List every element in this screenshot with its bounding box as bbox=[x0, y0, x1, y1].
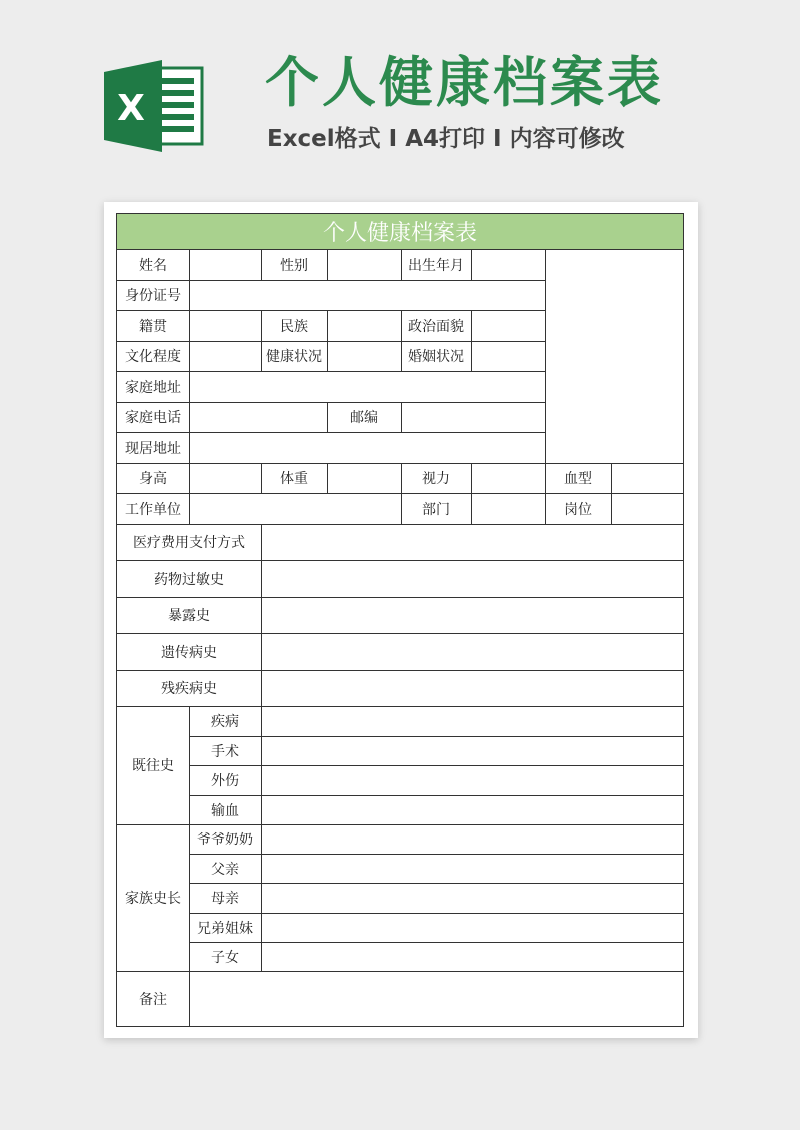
id-number-field[interactable] bbox=[189, 280, 545, 310]
native-place-field[interactable] bbox=[189, 310, 261, 341]
label-mother: 母亲 bbox=[211, 891, 239, 907]
label-name: 姓名 bbox=[139, 258, 167, 274]
label-past-surgery: 手术 bbox=[211, 743, 239, 760]
label-weight: 体重 bbox=[280, 471, 308, 487]
health-record-table bbox=[116, 213, 684, 1027]
label-postcode: 邮编 bbox=[350, 410, 378, 426]
allergy-history-field[interactable] bbox=[261, 560, 683, 597]
label-past-transfusion: 输血 bbox=[211, 802, 239, 819]
work-unit-field[interactable] bbox=[189, 493, 401, 524]
vision-field[interactable] bbox=[471, 463, 545, 493]
label-birth: 出生年月 bbox=[408, 258, 464, 274]
genetic-history-field[interactable] bbox=[261, 633, 683, 670]
ethnicity-field[interactable] bbox=[327, 310, 401, 341]
page-subtitle: Excel格式 I A4打印 I 内容可修改 bbox=[267, 126, 625, 152]
political-status-field[interactable] bbox=[471, 310, 545, 341]
photo-area[interactable] bbox=[545, 250, 683, 463]
home-address-field[interactable] bbox=[189, 371, 545, 402]
label-political-status: 政治面貌 bbox=[408, 318, 464, 335]
label-health-status: 健康状况 bbox=[266, 349, 322, 365]
weight-field[interactable] bbox=[327, 463, 401, 493]
label-children: 子女 bbox=[211, 949, 239, 966]
past-transfusion-field[interactable] bbox=[261, 795, 683, 824]
health-status-field[interactable] bbox=[327, 341, 401, 371]
label-height: 身高 bbox=[139, 471, 167, 487]
label-siblings: 兄弟姐妹 bbox=[197, 920, 253, 937]
label-home-phone: 家庭电话 bbox=[125, 410, 181, 426]
grandparents-field[interactable] bbox=[261, 824, 683, 854]
past-surgery-field[interactable] bbox=[261, 736, 683, 765]
name-field[interactable] bbox=[189, 250, 261, 280]
label-blood-type: 血型 bbox=[564, 471, 592, 487]
remarks-field[interactable] bbox=[189, 971, 683, 1026]
label-remarks: 备注 bbox=[139, 991, 167, 1008]
exposure-history-field[interactable] bbox=[261, 597, 683, 633]
marital-status-field[interactable] bbox=[471, 341, 545, 371]
label-position: 岗位 bbox=[564, 501, 592, 518]
label-allergy-history: 药物过敏史 bbox=[154, 571, 224, 588]
mother-field[interactable] bbox=[261, 883, 683, 913]
label-gender: 性别 bbox=[280, 258, 308, 274]
current-address-field[interactable] bbox=[189, 432, 545, 463]
label-ethnicity: 民族 bbox=[280, 318, 308, 335]
label-vision: 视力 bbox=[422, 471, 450, 487]
education-field[interactable] bbox=[189, 341, 261, 371]
excel-logo-icon bbox=[104, 60, 204, 152]
label-father: 父亲 bbox=[211, 861, 239, 878]
logo-letter: X bbox=[117, 88, 145, 129]
label-marital-status: 婚姻状况 bbox=[408, 349, 464, 365]
label-past-injury: 外伤 bbox=[211, 773, 239, 789]
label-exposure-history: 暴露史 bbox=[168, 608, 210, 624]
label-genetic-history: 遗传病史 bbox=[161, 644, 217, 661]
label-payment-method: 医疗费用支付方式 bbox=[133, 535, 245, 551]
label-work-unit: 工作单位 bbox=[125, 501, 181, 518]
department-field[interactable] bbox=[471, 493, 545, 524]
label-grandparents: 爷爷奶奶 bbox=[197, 832, 253, 848]
disability-history-field[interactable] bbox=[261, 670, 683, 706]
label-id-number: 身份证号 bbox=[125, 288, 181, 304]
label-current-address: 现居地址 bbox=[125, 440, 181, 457]
label-past-history: 既往史 bbox=[132, 758, 174, 774]
label-home-address: 家庭地址 bbox=[125, 379, 181, 396]
label-education: 文化程度 bbox=[125, 349, 181, 365]
father-field[interactable] bbox=[261, 854, 683, 883]
birth-field[interactable] bbox=[471, 250, 545, 280]
page-title: 个人健康档案表 bbox=[265, 51, 664, 114]
siblings-field[interactable] bbox=[261, 913, 683, 942]
position-field[interactable] bbox=[611, 493, 683, 524]
payment-method-field[interactable] bbox=[261, 524, 683, 560]
height-field[interactable] bbox=[189, 463, 261, 493]
label-disability-history: 残疾病史 bbox=[161, 681, 217, 697]
home-phone-field[interactable] bbox=[189, 402, 327, 432]
gender-field[interactable] bbox=[327, 250, 401, 280]
sheet-title: 个人健康档案表 bbox=[117, 214, 683, 250]
children-field[interactable] bbox=[261, 942, 683, 971]
past-injury-field[interactable] bbox=[261, 765, 683, 795]
label-department: 部门 bbox=[422, 501, 450, 518]
blood-type-field[interactable] bbox=[611, 463, 683, 493]
label-past-disease: 疾病 bbox=[211, 714, 239, 730]
past-disease-field[interactable] bbox=[261, 706, 683, 736]
label-native-place: 籍贯 bbox=[139, 318, 167, 335]
postcode-field[interactable] bbox=[401, 402, 545, 432]
label-family-history: 家族史长 bbox=[125, 890, 181, 907]
